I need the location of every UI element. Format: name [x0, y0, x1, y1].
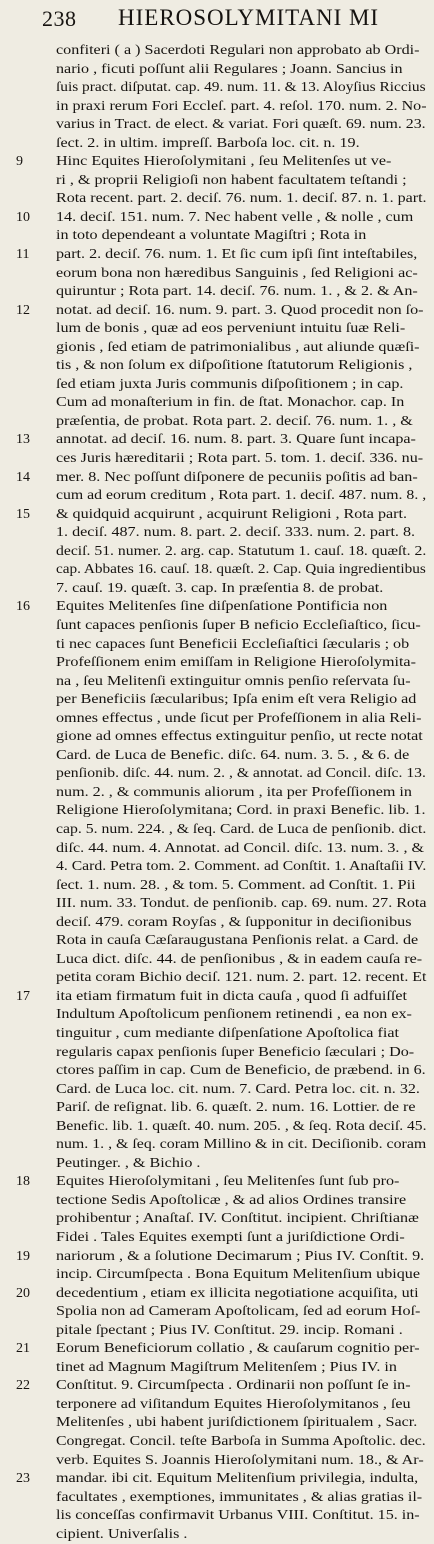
- text-line: [16, 302, 428, 321]
- text-line: [56, 450, 428, 469]
- line-text: ctores paſſim in cap. Cum de Beneficio, de præbend. in 6.: [56, 1063, 426, 1079]
- line-text: & quidquid acquirunt , acquirunt Religioni , Rota part.: [56, 506, 408, 522]
- text-line: [56, 1359, 428, 1378]
- line-text: 14. deciſ. 151. num. 7. Nec habent velle , & nolle , cum: [56, 209, 414, 225]
- line-text: eorum bona non hæredibus Sanguinis , ſed Religioni ac-: [56, 265, 418, 281]
- line-text: ri , & proprii Religioſi non habent facultatem teſtandi ;: [56, 172, 407, 188]
- line-text: Indultum Apoſtolicum penſionem retinendi , ea non ex-: [56, 1007, 412, 1023]
- text-line: [56, 394, 428, 413]
- line-text: Benefic. lib. 1. quæſt. 40. num. 205. , & ſeq. Rota deciſ. 45.: [56, 1118, 427, 1134]
- line-text: notat. ad deciſ. 16. num. 9. part. 3. Quod procedit non ſo-: [56, 302, 424, 318]
- line-text: gionis , ſed etiam de patrimonialibus , aut aliunde quæſi-: [56, 339, 420, 355]
- line-text: gione ad omnes effectus extinguitur penſio, ut recte notat: [56, 729, 423, 745]
- line-text: lum de bonis , quæ ad eos perveniunt intuitu ſuæ Reli-: [56, 321, 406, 337]
- text-line: [16, 506, 428, 525]
- line-text: Equites Hieroſolymitani , ſeu Melitenſes ſunt ſub pro-: [56, 1174, 400, 1190]
- line-text: mer. 8. Nec poſſunt diſponere de pecuniis poſitis ad ban-: [56, 469, 418, 485]
- text-line: [56, 673, 428, 692]
- text-line: [56, 376, 428, 395]
- text-line: [56, 190, 428, 209]
- text-line: [56, 320, 428, 339]
- line-text: omnes effectus , unde ſicut per Profeſſionem in alia Reli-: [56, 710, 422, 726]
- line-text: Card. de Luca de Benefic. diſc. 64. num. 3. 5. , & 6. de: [56, 747, 410, 763]
- line-text: diſc. 44. num. 4. Annotat. ad Concil. diſc. 13. num. 3. , &: [56, 840, 425, 856]
- line-text: num. 2. , & communis aliorum , ita per Profeſſionem in: [56, 784, 412, 800]
- text-line: [56, 1507, 428, 1526]
- text-line: [56, 561, 428, 580]
- text-line: [56, 543, 428, 562]
- line-text: Hinc Equites Hieroſolymitani , ſeu Melitenſes ut ve-: [56, 154, 392, 170]
- line-text: Card. de Luca loc. cit. num. 7. Card. Petra loc. cit. n. 32.: [56, 1081, 420, 1097]
- line-text: ſect. 1. num. 28. , & tom. 5. Comment. ad Conſtit. 1. Pii: [56, 877, 416, 893]
- text-line: [56, 1526, 428, 1544]
- line-text: quiruntur ; Rota part. 14. deciſ. 76. num. 1. , & 2. & An-: [56, 284, 418, 300]
- line-text: 1. deciſ. 487. num. 8. part. 2. deciſ. 333. num. 2. part. 8.: [56, 525, 416, 541]
- line-text: cap. Abbates 16. cauſ. 18. quæſt. 2. Cap. Quia ingredientibus: [56, 562, 426, 578]
- text-line: [16, 598, 428, 617]
- line-text: in toto dependeant a voluntate Magiſtri ; Rota in: [56, 228, 367, 244]
- text-line: [56, 61, 428, 80]
- text-line: [56, 969, 428, 988]
- text-line: [16, 431, 428, 450]
- text-line: [56, 636, 428, 655]
- text-line: [56, 728, 428, 747]
- text-line: [56, 98, 428, 117]
- line-text: confiteri ( a ) Sacerdoti Regulari non approbato ab Ordi-: [56, 43, 420, 58]
- line-text: Conſtitut. 9. Circumſpecta . Ordinarii non poſſunt ſe in-: [56, 1378, 411, 1394]
- text-line: [56, 617, 428, 636]
- running-head: HIEROSOLYMITANI MI: [118, 5, 380, 30]
- line-text: facultates , exemptiones, immunitates , & alias gratias il-: [56, 1489, 423, 1505]
- margin-number: 10: [16, 209, 30, 225]
- line-text: Fidei . Tales Equites exempti ſunt a juriſdictione Ordi-: [56, 1230, 405, 1245]
- line-text: Profeſſionem enim emiſſam in Religione Hieroſolymita-: [56, 655, 416, 671]
- line-text: Religione Hieroſolymitana; Cord. in praxi Benefic. lib. 1.: [56, 803, 426, 819]
- line-text: Equites Melitenſes ſine diſpenſatione Pontificia non: [56, 599, 388, 615]
- text-line: [56, 1136, 428, 1155]
- line-text: Congregat. Concil. teſte Barboſa in Summa Apoſtolic. dec.: [56, 1434, 426, 1450]
- line-text: tis , & non ſolum ex diſpoſitione ſtatutorum Religionis ,: [56, 358, 413, 374]
- text-line: [56, 784, 428, 803]
- body-text: [16, 42, 428, 1544]
- line-text: penſionib. diſc. 44. num. 2. , & annotat. ad Concil. diſc. 13.: [56, 766, 426, 782]
- text-line: [56, 821, 428, 840]
- text-line: [56, 914, 428, 933]
- text-line: [56, 895, 428, 914]
- line-text: ces Juris hæreditarii ; Rota part. 5. tom. 1. deciſ. 336. nu-: [56, 451, 424, 467]
- text-line: [56, 1396, 428, 1415]
- line-text: mandar. ibi cit. Equitum Melitenſium privilegia, indulta,: [56, 1471, 419, 1487]
- margin-number: 13: [16, 432, 30, 448]
- text-line: [56, 1229, 428, 1248]
- line-text: Pariſ. de reſignat. lib. 6. quæſt. 2. num. 16. Lottier. de re: [56, 1100, 416, 1116]
- text-line: [56, 265, 428, 284]
- line-text: annotat. ad deciſ. 16. num. 8. part. 3. Quare ſunt incapa-: [56, 432, 416, 448]
- text-line: [56, 691, 428, 710]
- text-line: [56, 1062, 428, 1081]
- margin-number: 17: [16, 988, 30, 1004]
- line-text: tectione Sedis Apoſtolicæ , & ad alios Ordines transire: [56, 1192, 407, 1208]
- text-line: [56, 116, 428, 135]
- page-number: 238: [42, 6, 77, 31]
- text-line: [16, 1377, 428, 1396]
- text-line: [56, 765, 428, 784]
- margin-number: 15: [16, 506, 30, 522]
- margin-number: 16: [16, 599, 30, 615]
- margin-number: 22: [16, 1378, 30, 1394]
- text-line: [56, 1155, 428, 1174]
- text-line: [16, 988, 428, 1007]
- page-header: [0, 0, 434, 34]
- margin-number: 14: [16, 469, 30, 485]
- text-line: [56, 1489, 428, 1508]
- margin-number: 23: [16, 1471, 30, 1487]
- text-line: [16, 1248, 428, 1267]
- text-line: [56, 1192, 428, 1211]
- text-line: [56, 487, 428, 506]
- text-line: [56, 1081, 428, 1100]
- line-text: lis conceſſas confirmavit Urbanus VIII. Conſtitut. 15. in-: [56, 1508, 420, 1524]
- text-line: [56, 1303, 428, 1322]
- text-line: [16, 1470, 428, 1489]
- text-line: [56, 42, 428, 61]
- line-text: terponere ad viſitandum Equites Hieroſolymitanos , ſeu: [56, 1396, 411, 1412]
- text-line: [56, 227, 428, 246]
- text-line: [56, 1006, 428, 1025]
- line-text: per Beneficiis ſæcularibus; Ipſa enim eſt vera Religio ad: [56, 692, 417, 708]
- text-line: [56, 1433, 428, 1452]
- margin-number: 19: [16, 1248, 30, 1264]
- text-line: [56, 710, 428, 729]
- margin-number: 11: [16, 247, 30, 263]
- line-text: part. 2. deciſ. 76. num. 1. Et ſic cum ipſi ſint inteſtabiles,: [56, 247, 418, 263]
- text-line: [56, 339, 428, 358]
- line-text: Melitenſes , ubi habent juriſdictionem ſpiritualem , Sacr.: [56, 1415, 418, 1431]
- line-text: ti nec capaces ſunt Beneficii Eccleſiaſtici ſæcularis ; ob: [56, 636, 410, 652]
- text-line: [56, 1452, 428, 1471]
- line-text: Spolia non ad Cameram Apoſtolicam, ſed ad eorum Hoſ-: [56, 1304, 421, 1320]
- line-text: III. num. 33. Tondut. de penſionib. cap. 69. num. 27. Rota: [56, 896, 427, 912]
- line-text: ſunt capaces penſionis ſuper B neficio Eccleſiaſtico, ſicu-: [56, 617, 421, 633]
- line-text: deciſ. 51. numer. 2. arg. cap. Statutum 1. cauſ. 18. quæſt. 2.: [56, 543, 427, 559]
- line-text: decedentium , etiam ex illicita negotiatione acquiſita, uti: [56, 1285, 419, 1301]
- line-text: varius in Tract. de elect. & variat. Fori quæſt. 69. num. 23.: [56, 117, 426, 133]
- line-text: na , ſeu Melitenſi extinguitur omnis penſio reſervata ſu-: [56, 673, 411, 689]
- text-line: [56, 1044, 428, 1063]
- text-line: [56, 1025, 428, 1044]
- margin-number: 9: [16, 154, 23, 170]
- text-line: [16, 153, 428, 172]
- text-line: [56, 1266, 428, 1285]
- text-line: [56, 135, 428, 154]
- margin-number: 20: [16, 1285, 30, 1301]
- text-line: [56, 172, 428, 191]
- text-line: [56, 1099, 428, 1118]
- text-line: [56, 877, 428, 896]
- line-text: 7. cauſ. 19. quæſt. 3. cap. In præſentia 8. de probat.: [56, 580, 384, 596]
- line-text: præſentia, de probat. Rota part. 2. deciſ. 76. num. 1. , &: [56, 413, 413, 429]
- line-text: in praxi rerum Fori Eccleſ. part. 4. reſol. 170. num. 2. No-: [56, 98, 427, 114]
- text-line: [56, 1210, 428, 1229]
- line-text: num. 1. , & ſeq. coram Millino & in cit. Deciſionib. coram: [56, 1137, 427, 1153]
- line-text: tinguitur , cum mediante diſpenſatione Apoſtolica fiat: [56, 1025, 399, 1041]
- line-text: cap. 5. num. 224. , & ſeq. Card. de Luca de penſionib. dict.: [56, 821, 427, 837]
- text-line: [56, 524, 428, 543]
- text-line: [16, 469, 428, 488]
- margin-number: 12: [16, 302, 30, 318]
- text-line: [56, 802, 428, 821]
- text-line: [16, 1285, 428, 1304]
- text-line: [56, 1118, 428, 1137]
- text-line: [56, 654, 428, 673]
- line-text: Rota recent. part. 2. deciſ. 76. num. 1. deciſ. 87. n. 1. part.: [56, 191, 427, 207]
- line-text: cipient. Univerſalis .: [56, 1526, 188, 1542]
- line-text: Cum ad monaſterium in fin. de ſtat. Monachor. cap. In: [56, 395, 405, 411]
- line-text: verb. Equites S. Joannis Hieroſolymitani num. 18., & Ar-: [56, 1452, 424, 1468]
- text-line: [56, 747, 428, 766]
- line-text: incip. Circumſpecta . Bona Equitum Melitenſium ubique: [56, 1267, 420, 1283]
- line-text: cum ad eorum creditum , Rota part. 1. deciſ. 487. num. 8. ,: [56, 488, 427, 504]
- line-text: Eorum Beneficiorum collatio , & cauſarum cognitio per-: [56, 1341, 420, 1357]
- line-text: Luca dict. diſc. 44. de penſionibus , & in eadem cauſa re-: [56, 951, 423, 967]
- text-line: [56, 283, 428, 302]
- text-line: [56, 858, 428, 877]
- text-line: [56, 840, 428, 859]
- line-text: petita coram Bichio deciſ. 121. num. 2. part. 12. recent. Et: [56, 970, 427, 986]
- text-line: [16, 209, 428, 228]
- line-text: ſect. 2. in ultim. impreſſ. Barboſa loc. cit. n. 19.: [56, 135, 360, 151]
- text-line: [56, 357, 428, 376]
- margin-number: 18: [16, 1174, 30, 1190]
- line-text: 4. Card. Petra tom. 2. Comment. ad Conſtit. 1. Anaſtaſii IV.: [56, 859, 427, 875]
- line-text: pitale ſpectant ; Pius IV. Conſtitut. 29. incip. Romani .: [56, 1322, 403, 1338]
- text-line: [56, 1322, 428, 1341]
- text-line: [56, 932, 428, 951]
- line-text: tinet ad Magnum Magiſtrum Melitenſem ; Pius IV. in: [56, 1359, 397, 1375]
- line-text: Rota in cauſa Cæſaraugustana Penſionis relat. a Card. de: [56, 933, 419, 949]
- text-line: [16, 1173, 428, 1192]
- text-line: [56, 951, 428, 970]
- line-text: ſuis pract. diſputat. cap. 49. num. 11. & 13. Aloyſius Riccius: [56, 80, 426, 96]
- text-line: [56, 79, 428, 98]
- text-line: [16, 246, 428, 265]
- line-text: nariorum , & a ſolutione Decimarum ; Pius IV. Conſtit. 9.: [56, 1248, 425, 1264]
- margin-number: 21: [16, 1341, 30, 1357]
- line-text: deciſ. 479. coram Royſas , & ſupponitur in deciſionibus: [56, 914, 412, 930]
- line-text: ita etiam firmatum fuit in dicta cauſa , quod ſi adfuiſſet: [56, 988, 407, 1004]
- line-text: prohibentur ; Anaſtaſ. IV. Conſtitut. incipient. Chriſtianæ: [56, 1211, 419, 1227]
- line-text: regularis capax penſionis ſuper Beneficio ſæculari ; Do-: [56, 1044, 415, 1060]
- text-line: [16, 1340, 428, 1359]
- line-text: ſed etiam juxta Juris communis diſpoſitionem ; in cap.: [56, 376, 404, 392]
- text-line: [56, 1414, 428, 1433]
- text-line: [56, 413, 428, 432]
- line-text: Peutinger. , & Bichio .: [56, 1155, 201, 1171]
- text-line: [56, 580, 428, 599]
- line-text: nario , ficuti poſſunt alii Regulares ; Joann. Sancius in: [56, 61, 403, 77]
